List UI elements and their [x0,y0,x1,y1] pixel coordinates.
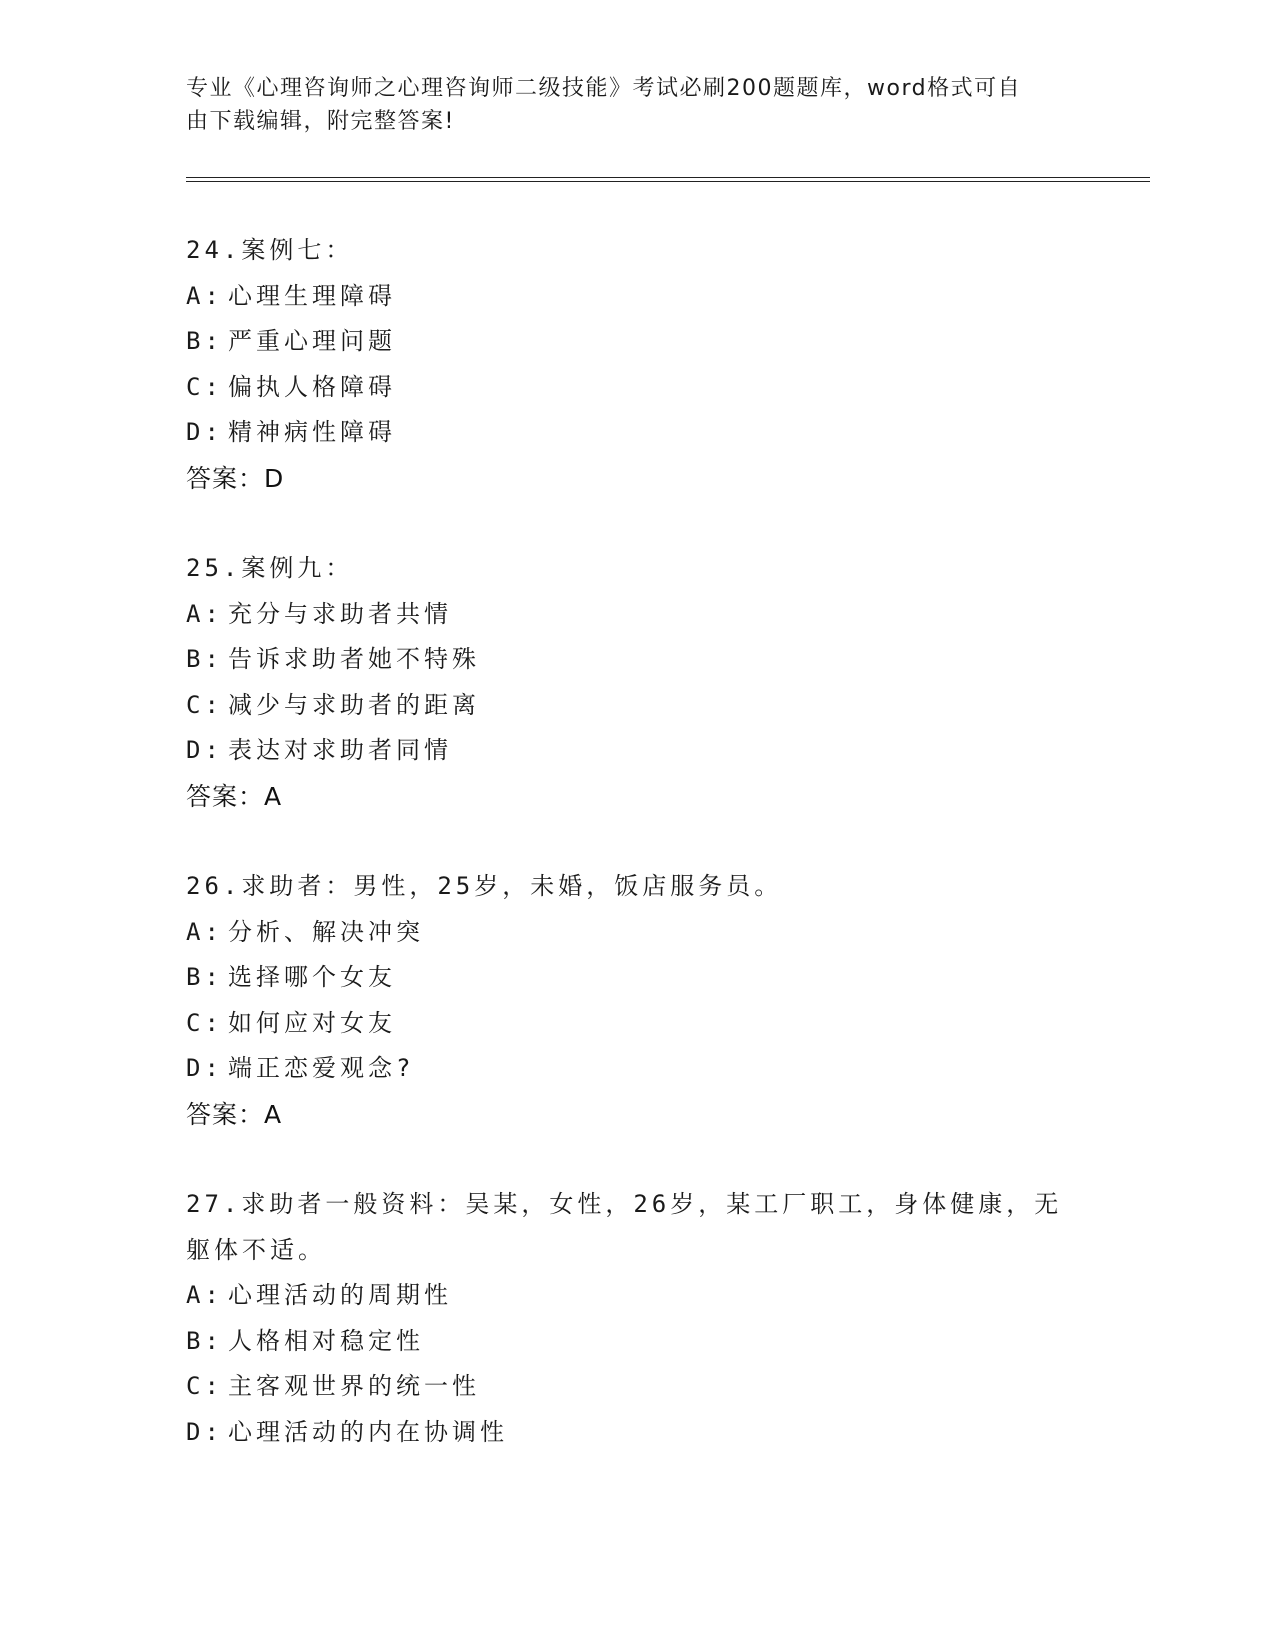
option-c [186,683,1086,729]
header-divider-bottom [186,181,1150,182]
option-a [186,274,1086,320]
option-c [186,1364,1086,1410]
option-letter: C: [186,690,223,719]
question-item [186,228,1086,501]
answer-line: 答案：D [186,463,285,493]
option-text: 心理活动的周期性 [228,1281,452,1309]
question-stem: 26.求助者：男性，25岁，未婚，饭店服务员。 [186,872,783,900]
option-letter: C: [186,1372,223,1400]
question-item [186,546,1086,819]
option-letter: B: [186,327,223,355]
option-letter: A: [186,917,223,946]
option-text: 心理活动的内在协调性 [228,1417,508,1446]
option-d [186,1410,1086,1456]
option-d [186,410,1086,456]
option-a [186,1273,1086,1319]
question-item [186,1182,1086,1455]
option-text: 人格相对稳定性 [228,1326,424,1355]
option-text: 如何应对女友 [228,1008,396,1037]
question-stem: 27.求助者一般资料：吴某，女性，26岁，某工厂职工，身体健康，无 [186,1190,1063,1218]
header-divider-top [186,177,1150,178]
option-b [186,319,1086,365]
option-letter: B: [186,645,223,673]
option-text: 充分与求助者共情 [228,599,452,628]
question-item [186,864,1086,1137]
option-text: 分析、解决冲突 [228,917,424,946]
option-a [186,592,1086,638]
option-b [186,955,1086,1001]
answer-line: 答案：A [186,1099,283,1129]
option-letter: C: [186,1008,223,1037]
question-stem: 24.案例七： [186,236,354,264]
option-b [186,1319,1086,1365]
option-letter: D: [186,736,223,764]
option-letter: A: [186,281,223,310]
option-letter: A: [186,599,223,628]
option-text: 主客观世界的统一性 [228,1372,480,1400]
question-stem: 25.案例九： [186,554,354,582]
option-text: 表达对求助者同情 [228,736,452,764]
option-letter: B: [186,1326,223,1355]
option-letter: C: [186,372,223,401]
option-b [186,637,1086,683]
option-d [186,1046,1086,1092]
option-c [186,365,1086,411]
option-a [186,910,1086,956]
option-letter: D: [186,1417,223,1446]
option-text: 严重心理问题 [228,327,396,355]
option-text: 端正恋爱观念? [228,1054,415,1082]
question-stem-continued: 躯体不适。 [186,1235,326,1264]
option-text: 精神病性障碍 [228,418,396,446]
option-c [186,1001,1086,1047]
option-d [186,728,1086,774]
option-letter: D: [186,418,223,446]
header-line-1: 专业《心理咨询师之心理咨询师二级技能》考试必刷200题题库，word格式可自 [186,76,1022,101]
option-letter: D: [186,1054,223,1082]
answer-line: 答案：A [186,781,283,811]
option-text: 选择哪个女友 [228,963,396,991]
option-letter: A: [186,1281,223,1309]
option-text: 心理生理障碍 [228,281,396,310]
header-line-2: 由下载编辑，附完整答案! [186,109,455,134]
document-header [186,72,1066,138]
option-letter: B: [186,963,223,991]
option-text: 告诉求助者她不特殊 [228,645,480,673]
option-text: 减少与求助者的距离 [228,690,480,719]
option-text: 偏执人格障碍 [228,372,396,401]
question-list [186,228,1086,1500]
